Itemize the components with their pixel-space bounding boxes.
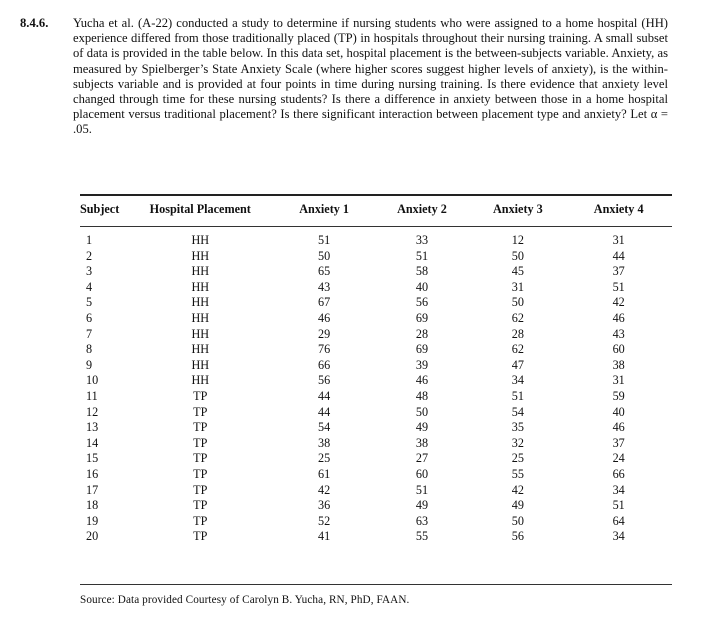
table-row xyxy=(80,529,672,545)
table-row xyxy=(80,249,672,265)
anxiety-4-cell: 59 xyxy=(612,388,625,403)
table-row xyxy=(80,224,672,249)
source-note: Source: Data provided Courtesy of Carolyn B. Yucha, RN, PhD, FAAN. xyxy=(80,594,410,606)
subject-cell: 2 xyxy=(86,248,93,263)
header-anxiety-2: Anxiety 2 xyxy=(397,202,447,216)
placement-cell: HH xyxy=(191,279,210,294)
anxiety-2-cell: 55 xyxy=(415,529,429,544)
anxiety-2-cell: 51 xyxy=(415,482,429,497)
problem-statement xyxy=(20,16,668,138)
anxiety-2-cell: 60 xyxy=(415,466,429,481)
anxiety-4-cell: 40 xyxy=(612,404,625,419)
header-anxiety-1: Anxiety 1 xyxy=(299,202,349,216)
subject-cell: 15 xyxy=(86,451,99,466)
anxiety-1-cell: 51 xyxy=(318,233,331,247)
anxiety-2-cell: 49 xyxy=(415,498,429,513)
anxiety-4-cell: 51 xyxy=(612,498,625,513)
problem-text: Yucha et al. (A-22) conducted a study to determine if nursing students who were assigned to a home hospital (HH) experience differed from those traditionally placed (TP) in hospitals throughout their nursing training. A small subset of data is provided in the table below. In this data set, hospital placement is the between-subjects variable. Anxiety, as measured by Spielberger’s State Anxiety Scale (where higher scores suggest higher levels of anxiety), is the within-subjects variable and is provided at four points in time during nursing training. Is there evidence that anxiety level changed through time for these nursing students? Is there a difference in anxiety between those in a home hospital placement versus traditional placement? Is there significant interaction between placement type and anxiety? Let α = .05. xyxy=(73,16,668,137)
anxiety-3-cell: 49 xyxy=(511,498,524,513)
anxiety-1-cell: 43 xyxy=(318,279,331,294)
table-row xyxy=(80,295,672,311)
header-hospital-placement: Hospital Placement xyxy=(149,202,251,216)
anxiety-3-cell: 35 xyxy=(511,420,524,435)
anxiety-1-cell: 66 xyxy=(318,357,331,372)
anxiety-2-cell: 51 xyxy=(415,248,429,263)
anxiety-2-cell: 50 xyxy=(415,404,429,419)
subject-cell: 18 xyxy=(86,498,99,513)
subject-cell: 7 xyxy=(86,326,93,341)
anxiety-1-cell: 44 xyxy=(318,388,331,403)
anxiety-1-cell: 52 xyxy=(318,513,331,528)
placement-cell: HH xyxy=(191,233,210,247)
anxiety-3-cell: 62 xyxy=(511,342,524,357)
anxiety-3-cell: 47 xyxy=(511,357,524,372)
anxiety-3-cell: 32 xyxy=(511,435,524,450)
placement-cell: TP xyxy=(193,482,208,497)
subject-cell: 4 xyxy=(86,279,93,294)
placement-cell: TP xyxy=(193,404,208,419)
anxiety-3-cell: 25 xyxy=(511,451,524,466)
anxiety-3-cell: 31 xyxy=(511,279,524,294)
anxiety-1-cell: 61 xyxy=(318,466,331,481)
table-row xyxy=(80,280,672,296)
anxiety-4-cell: 34 xyxy=(612,529,625,544)
table-row xyxy=(80,436,672,452)
subject-cell: 3 xyxy=(86,264,93,279)
anxiety-3-cell: 42 xyxy=(511,482,524,497)
placement-cell: TP xyxy=(193,435,208,450)
anxiety-1-cell: 41 xyxy=(318,529,331,544)
subject-cell: 19 xyxy=(86,513,99,528)
anxiety-2-cell: 40 xyxy=(415,279,429,294)
anxiety-3-cell: 28 xyxy=(511,326,524,341)
placement-cell: TP xyxy=(193,466,208,481)
table-row xyxy=(80,264,672,280)
table-body xyxy=(80,224,672,545)
anxiety-2-cell: 69 xyxy=(415,342,429,357)
anxiety-4-cell: 31 xyxy=(612,233,625,247)
subject-cell: 10 xyxy=(86,373,99,388)
anxiety-4-cell: 31 xyxy=(612,373,625,388)
placement-cell: TP xyxy=(193,420,208,435)
placement-cell: HH xyxy=(191,264,210,279)
table-bottom-rule xyxy=(80,584,672,585)
anxiety-3-cell: 54 xyxy=(511,404,524,419)
header-subject: Subject xyxy=(80,202,120,216)
anxiety-4-cell: 34 xyxy=(612,482,625,497)
subject-cell: 14 xyxy=(86,435,99,450)
table-row xyxy=(80,483,672,499)
table-row xyxy=(80,467,672,483)
anxiety-2-cell: 69 xyxy=(415,310,429,325)
anxiety-2-cell: 48 xyxy=(415,388,429,403)
anxiety-1-cell: 36 xyxy=(318,498,331,513)
table-row xyxy=(80,420,672,436)
anxiety-3-cell: 12 xyxy=(511,233,524,247)
anxiety-1-cell: 46 xyxy=(318,310,331,325)
table-row xyxy=(80,405,672,421)
anxiety-1-cell: 54 xyxy=(318,420,331,435)
subject-cell: 17 xyxy=(86,482,99,497)
table-top-rule xyxy=(80,194,672,196)
anxiety-2-cell: 39 xyxy=(415,357,429,372)
subject-cell: 1 xyxy=(86,233,93,247)
subject-cell: 11 xyxy=(86,388,98,403)
placement-cell: HH xyxy=(191,295,210,310)
subject-cell: 6 xyxy=(86,310,93,325)
anxiety-3-cell: 55 xyxy=(511,466,524,481)
placement-cell: HH xyxy=(191,310,210,325)
anxiety-4-cell: 51 xyxy=(612,279,625,294)
anxiety-3-cell: 50 xyxy=(511,513,524,528)
placement-cell: HH xyxy=(191,326,210,341)
anxiety-2-cell: 27 xyxy=(415,451,429,466)
anxiety-2-cell: 49 xyxy=(415,420,429,435)
anxiety-2-cell: 28 xyxy=(415,326,429,341)
anxiety-3-cell: 45 xyxy=(511,264,524,279)
problem-number: 8.4.6. xyxy=(20,16,49,30)
anxiety-1-cell: 38 xyxy=(318,435,331,450)
anxiety-1-cell: 65 xyxy=(318,264,331,279)
anxiety-4-cell: 24 xyxy=(612,451,625,466)
anxiety-2-cell: 63 xyxy=(415,513,429,528)
anxiety-1-cell: 42 xyxy=(318,482,331,497)
subject-cell: 8 xyxy=(86,342,93,357)
subject-cell: 12 xyxy=(86,404,99,419)
anxiety-3-cell: 51 xyxy=(511,388,524,403)
table-row xyxy=(80,342,672,358)
anxiety-4-cell: 37 xyxy=(612,435,625,450)
anxiety-4-cell: 44 xyxy=(612,248,625,263)
anxiety-4-cell: 64 xyxy=(612,513,625,528)
subject-cell: 20 xyxy=(86,529,99,544)
anxiety-1-cell: 76 xyxy=(318,342,331,357)
anxiety-1-cell: 56 xyxy=(318,373,331,388)
table-row xyxy=(80,373,672,389)
anxiety-2-cell: 56 xyxy=(415,295,429,310)
anxiety-1-cell: 50 xyxy=(318,248,331,263)
anxiety-2-cell: 58 xyxy=(415,264,429,279)
anxiety-1-cell: 29 xyxy=(318,326,331,341)
table-row xyxy=(80,451,672,467)
table-row xyxy=(80,311,672,327)
subject-cell: 9 xyxy=(86,357,93,372)
anxiety-4-cell: 38 xyxy=(612,357,625,372)
header-anxiety-4: Anxiety 4 xyxy=(593,202,644,216)
anxiety-3-cell: 50 xyxy=(511,295,524,310)
anxiety-3-cell: 62 xyxy=(511,310,524,325)
subject-cell: 5 xyxy=(86,295,93,310)
table-row xyxy=(80,498,672,514)
placement-cell: TP xyxy=(193,388,208,403)
anxiety-4-cell: 66 xyxy=(612,466,625,481)
placement-cell: TP xyxy=(193,513,208,528)
anxiety-4-cell: 46 xyxy=(612,420,625,435)
table-row xyxy=(80,327,672,343)
placement-cell: HH xyxy=(191,342,210,357)
placement-cell: TP xyxy=(193,498,208,513)
anxiety-4-cell: 43 xyxy=(612,326,625,341)
anxiety-4-cell: 60 xyxy=(612,342,625,357)
anxiety-4-cell: 46 xyxy=(612,310,625,325)
placement-cell: HH xyxy=(191,373,210,388)
anxiety-2-cell: 38 xyxy=(415,435,429,450)
anxiety-2-cell: 33 xyxy=(415,233,429,247)
anxiety-1-cell: 67 xyxy=(318,295,331,310)
anxiety-3-cell: 50 xyxy=(511,248,524,263)
anxiety-data-table xyxy=(80,202,672,545)
anxiety-1-cell: 25 xyxy=(318,451,331,466)
anxiety-3-cell: 56 xyxy=(511,529,524,544)
anxiety-2-cell: 46 xyxy=(415,373,429,388)
table-header-row xyxy=(80,202,672,224)
table-row xyxy=(80,389,672,405)
anxiety-1-cell: 44 xyxy=(318,404,331,419)
placement-cell: TP xyxy=(193,529,208,544)
header-anxiety-3: Anxiety 3 xyxy=(492,202,543,216)
anxiety-4-cell: 42 xyxy=(612,295,625,310)
subject-cell: 13 xyxy=(86,420,99,435)
table-row xyxy=(80,514,672,530)
table-row xyxy=(80,358,672,374)
anxiety-4-cell: 37 xyxy=(612,264,625,279)
placement-cell: TP xyxy=(193,451,208,466)
placement-cell: HH xyxy=(191,248,210,263)
placement-cell: HH xyxy=(191,357,210,372)
anxiety-3-cell: 34 xyxy=(511,373,524,388)
subject-cell: 16 xyxy=(86,466,99,481)
